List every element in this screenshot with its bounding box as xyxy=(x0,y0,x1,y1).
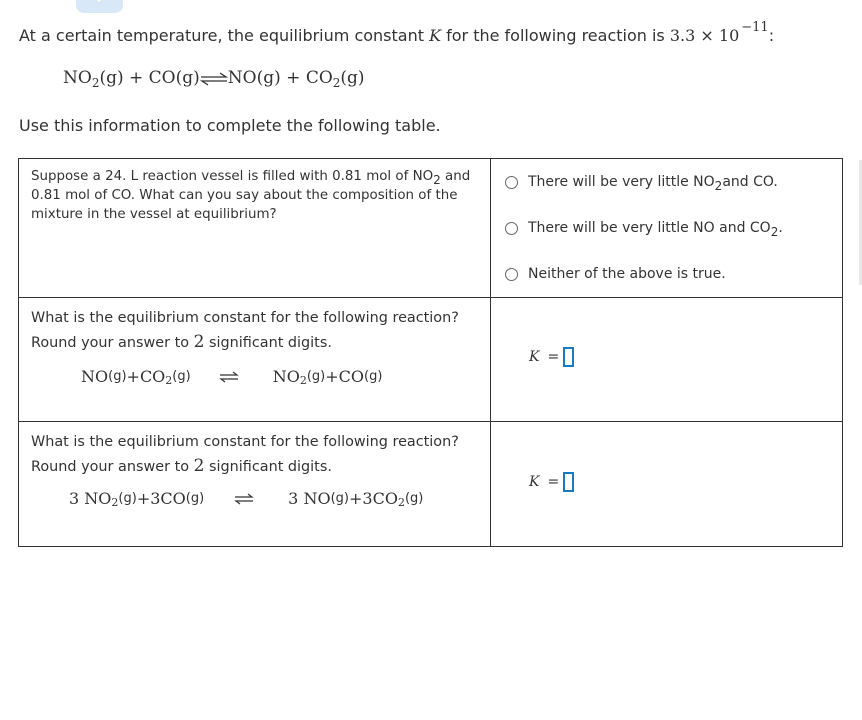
table-row xyxy=(19,422,843,547)
option-little-no-co2[interactable]: There will be very little NO and CO 2 . xyxy=(491,205,842,251)
equilibrium-arrow-icon xyxy=(234,493,254,505)
reverse-k-answer-cell xyxy=(491,298,843,422)
collapse-tab[interactable] xyxy=(76,0,123,13)
tripled-k-answer-cell xyxy=(491,422,843,547)
composition-question-cell xyxy=(19,159,491,298)
radio-button[interactable] xyxy=(505,222,518,235)
composition-question-text: Suppose a 24. L reaction vessel is filled with 0.81 mol of NO2 and 0.81 mol of CO. What can you say about the composition of the mixture in the vessel at equilibrium? xyxy=(31,169,471,222)
tripled-reaction: 3 NO 2 (g) + 3 CO (g) 3 NO (g) + 3 CO 2 (g) xyxy=(69,489,424,509)
equilibrium-arrow-icon xyxy=(219,371,239,383)
table-row xyxy=(19,159,843,298)
tripled-k-question-text: What is the equilibrium constant for the following reaction? Round your answer to 2 significant digits. xyxy=(31,434,459,476)
intro-text: At a certain temperature, the equilibrium constant K for the following reaction is 3.3 × 10 $^{-11}$: xyxy=(19,20,775,45)
radio-button[interactable] xyxy=(505,176,518,189)
k-answer-row: K = xyxy=(491,347,842,367)
k-answer-input[interactable] xyxy=(563,472,574,492)
option-neither[interactable]: Neither of the above is true. xyxy=(491,251,842,297)
k-answer-input[interactable] xyxy=(563,347,574,367)
k-answer-row: K = xyxy=(491,472,842,492)
table-row xyxy=(19,298,843,422)
equilibrium-arrow-icon xyxy=(200,72,228,86)
option-little-no2-co[interactable]: There will be very little NO 2 and CO. xyxy=(491,159,842,205)
question-table xyxy=(18,158,843,547)
composition-options-cell xyxy=(491,159,843,298)
reverse-k-question-cell xyxy=(19,298,491,422)
instruction-text: Use this information to complete the following table. xyxy=(19,116,441,135)
main-reaction: $NO_2(g) + CO(g) NO(g) + CO_2(g)$ xyxy=(63,68,365,90)
reverse-k-question-text: What is the equilibrium constant for the following reaction? Round your answer to 2 significant digits. xyxy=(31,310,459,352)
radio-button[interactable] xyxy=(505,268,518,281)
chevron-down-icon xyxy=(93,0,105,2)
reverse-reaction: NO (g) + CO 2 (g) NO 2 (g) + CO (g) xyxy=(81,367,383,387)
tripled-k-question-cell xyxy=(19,422,491,547)
